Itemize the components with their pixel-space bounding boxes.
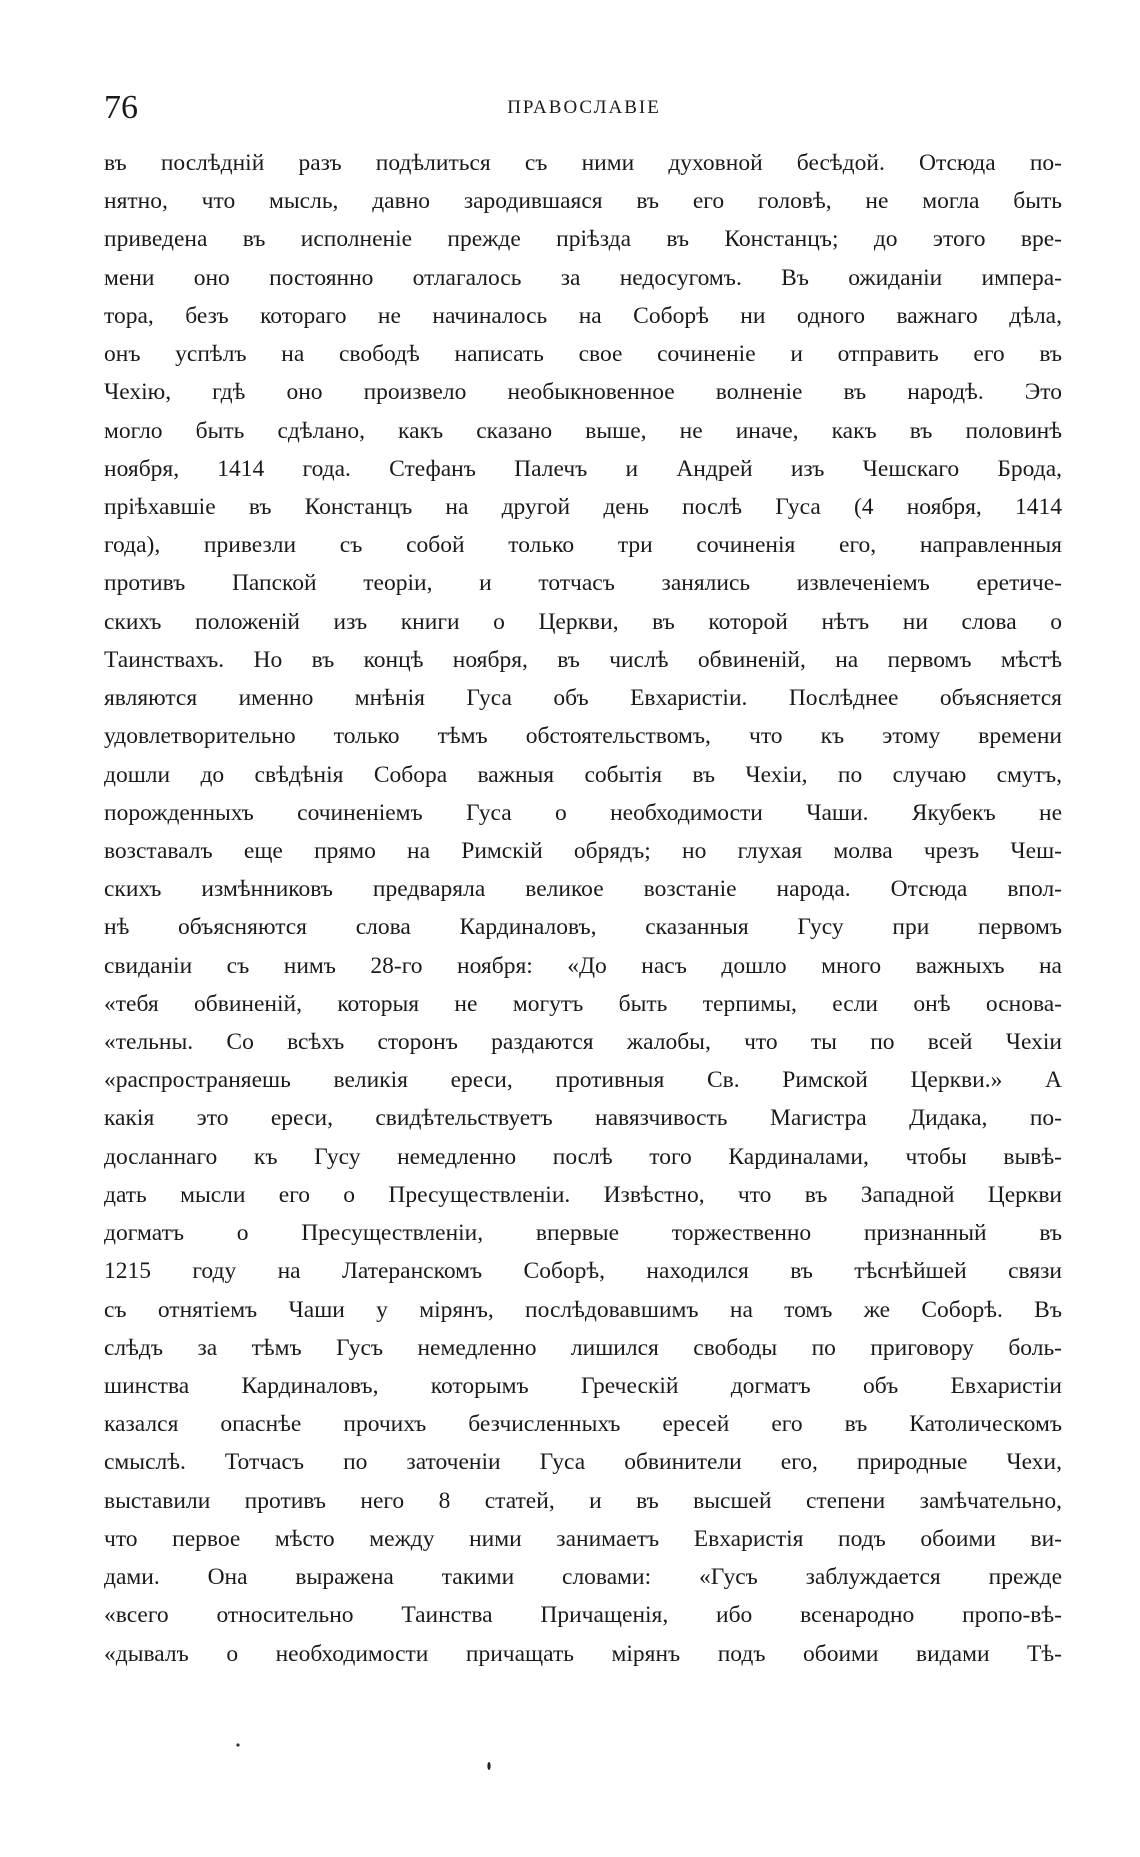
running-head	[104, 88, 1064, 128]
text-line: порожденныхъ сочиненіемъ Гуса о необходимости Чаши. Якубекъ не	[104, 799, 1062, 826]
text-line: противъ Папской теоріи, и тотчасъ занялись извлеченіемъ еретиче-	[104, 570, 1062, 597]
body-text	[104, 144, 1062, 1673]
running-title: ПРАВОСЛАВІЕ	[507, 97, 661, 118]
text-line: въ послѣдній разъ подѣлиться съ ними духовной бесѣдой. Отсюда по-	[104, 150, 1062, 176]
text-line: выставили противъ него 8 статей, и въ высшей степени замѣчательно,	[104, 1487, 1062, 1514]
text-line: смыслѣ. Тотчасъ по заточеніи Гуса обвинители его, природные Чехи,	[104, 1449, 1062, 1476]
text-line: дошли до свѣдѣнія Собора важныя событія въ Чехіи, по случаю смутъ,	[104, 761, 1062, 788]
text-line: 1215 году на Латеранскомъ Соборѣ, находился въ тѣснѣйшей связи	[104, 1258, 1062, 1285]
text-line: года), привезли съ собой только три сочиненія его, направленныя	[104, 532, 1062, 559]
text-line: тора, безъ котораго не начиналось на Соборѣ ни одного важнаго дѣла,	[104, 302, 1062, 329]
text-line: нѣ объясняются слова Кардиналовъ, сказанныя Гусу при первомъ	[104, 914, 1062, 941]
text-line: ноября, 1414 года. Стефанъ Палечъ и Андрей изъ Чешскаго Брода,	[104, 455, 1062, 482]
text-line: съ отнятіемъ Чаши у мірянъ, послѣдовавшимъ на томъ же Соборѣ. Въ	[104, 1296, 1062, 1323]
text-line: Чехію, гдѣ оно произвело необыкновенное волненіе въ народѣ. Это	[104, 379, 1062, 406]
text-line: что первое мѣсто между ними занимаетъ Евхаристія подъ обоими ви-	[104, 1525, 1062, 1552]
text-line: онъ успѣлъ на свободѣ написать свое сочиненіе и отправить его въ	[104, 341, 1062, 368]
text-line: дами. Она выражена такими словами: «Гусъ заблуждается прежде	[104, 1564, 1062, 1591]
text-line: «всего относительно Таинства Причащенія, ибо всенародно пропо-вѣ-	[104, 1602, 1062, 1629]
text-line: шинства Кардиналовъ, которымъ Греческій догматъ объ Евхаристіи	[104, 1373, 1062, 1399]
text-line: казался опаснѣе прочихъ безчисленныхъ ересей его въ Католическомъ	[104, 1411, 1062, 1438]
text-line: скихъ измѣнниковъ предваряла великое возстаніе народа. Отсюда впол-	[104, 876, 1062, 903]
text-line: «тельны. Со всѣхъ сторонъ раздаются жалобы, что ты по всей Чехіи	[104, 1029, 1062, 1056]
text-line: приведена въ исполненіе прежде пріѣзда въ Констанцъ; до этого вре-	[104, 226, 1062, 253]
text-line: свиданіи съ нимъ 28-го ноября: «До насъ дошло много важныхъ на	[104, 952, 1062, 979]
ink-speck	[487, 1762, 490, 1770]
text-line: «распространяешь великія ереси, противныя Св. Римской Церкви.» А	[104, 1067, 1062, 1094]
text-line: досланнаго къ Гусу немедленно послѣ того Кардиналами, чтобы вывѣ-	[104, 1143, 1062, 1170]
text-line: «дывалъ о необходимости причащать мірянъ подъ обоими видами Тѣ-	[104, 1640, 1062, 1667]
text-line: какія это ереси, свидѣтельствуетъ навязчивость Магистра Дидака, по-	[104, 1105, 1062, 1132]
text-line: возставалъ еще прямо на Римскій обрядъ; но глухая молва чрезъ Чеш-	[104, 837, 1062, 864]
text-line: Таинствахъ. Но въ концѣ ноября, въ числѣ обвиненій, на первомъ мѣстѣ	[104, 646, 1062, 673]
text-line: нятно, что мысль, давно зародившаяся въ его головѣ, не могла быть	[104, 188, 1062, 215]
text-line: являются именно мнѣнія Гуса объ Евхаристіи. Послѣднее объясняется	[104, 685, 1062, 712]
text-line: пріѣхавшіе въ Констанцъ на другой день послѣ Гуса (4 ноября, 1414	[104, 493, 1062, 520]
text-line: могло быть сдѣлано, какъ сказано выше, не иначе, какъ въ половинѣ	[104, 417, 1062, 444]
text-line: догматъ о Пресуществленіи, впервые торжественно признанный въ	[104, 1220, 1062, 1247]
text-line: «тебя обвиненій, которыя не могутъ быть терпимы, если онѣ основа-	[104, 990, 1062, 1017]
text-line: удовлетворительно только тѣмъ обстоятельствомъ, что къ этому времени	[104, 723, 1062, 750]
text-line: мени оно постоянно отлагалось за недосугомъ. Въ ожиданіи импера-	[104, 264, 1062, 291]
text-line: дать мысли его о Пресуществленіи. Извѣстно, что въ Западной Церкви	[104, 1181, 1062, 1208]
text-line: скихъ положеній изъ книги о Церкви, въ которой нѣтъ ни слова о	[104, 608, 1062, 635]
ink-speck	[236, 1743, 239, 1746]
page-number: 76	[104, 89, 138, 126]
text-line: слѣдъ за тѣмъ Гусъ немедленно лишился свободы по приговору боль-	[104, 1334, 1062, 1361]
